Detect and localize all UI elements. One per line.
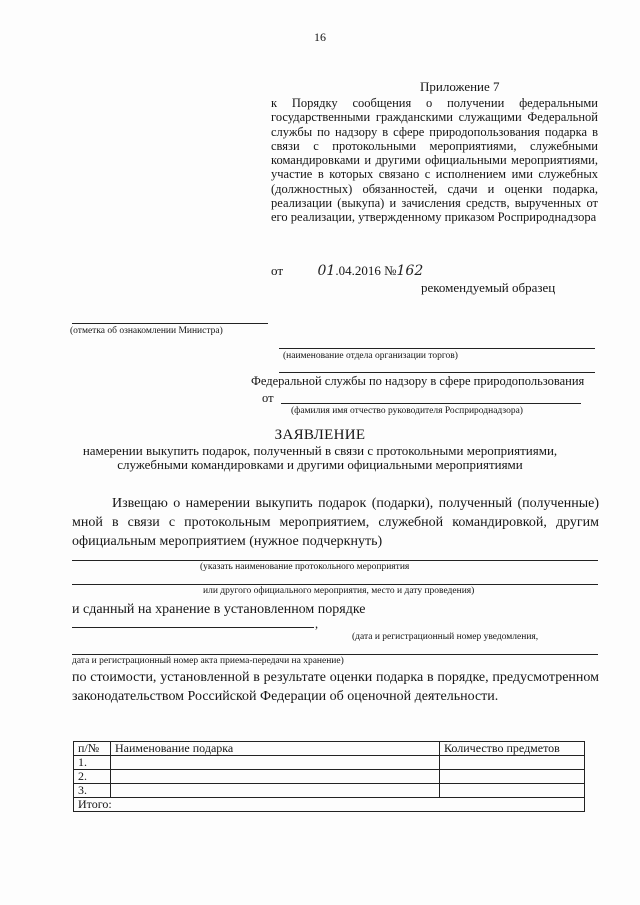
dept-name-line: [279, 348, 595, 349]
notice-line: [72, 627, 314, 628]
notice-caption: (дата и регистрационный номер уведомления,: [352, 632, 539, 642]
act-line: [72, 654, 598, 655]
head-name-line: [281, 403, 581, 404]
event-line-1: [72, 560, 598, 561]
statement-title: ЗАЯВЛЕНИЕ: [274, 427, 366, 443]
order-date-line: [271, 263, 423, 279]
table-row: [74, 784, 585, 798]
event-line-2: [72, 584, 598, 585]
page-number: 16: [314, 30, 326, 44]
row-gift-name[interactable]: [111, 784, 440, 798]
row-num: 2.: [74, 770, 111, 784]
row-quantity[interactable]: [440, 756, 585, 770]
appendix-body-last: приказом Росприроднадзора: [444, 210, 597, 225]
head-from-label: от: [262, 391, 274, 405]
header-num: п/№: [74, 742, 111, 756]
table-header-row: [74, 742, 585, 756]
minister-note-line: [72, 323, 268, 324]
stored-text: и сданный на хранение в установленном порядке: [72, 602, 366, 617]
table-row: [74, 770, 585, 784]
statement-paragraph-2: по стоимости, установленной в результате оценки подарка в порядке, предусмотренном законодательством Российской Федерации об оценочной деятельности.: [72, 670, 599, 704]
row-gift-name[interactable]: [111, 770, 440, 784]
sample-label: рекомендуемый образец: [421, 280, 556, 295]
row-num: 3.: [74, 784, 111, 798]
gifts-table: [73, 741, 585, 812]
event-caption-2: или другого официального мероприятия, место и дату проведения): [203, 586, 475, 596]
event-caption: (указать наименование протокольного мероприятия: [200, 562, 410, 572]
row-quantity[interactable]: [440, 770, 585, 784]
total-label: Итого:: [74, 798, 585, 812]
appendix-body: [271, 96, 598, 225]
table-total-row: [74, 798, 585, 812]
order-date-handwritten: 01: [317, 263, 336, 279]
act-caption: дата и регистрационный номер акта приема-передачи на хранение): [72, 656, 344, 666]
header-quantity: Количество предметов: [440, 742, 585, 756]
appendix-body-text: к Порядку сообщения о получении федеральными государственными гражданскими служащими Федеральной службы по надзору в сфере природопользования подарка в связи с протокольными мероприятиями, служебными командировками и другими официальными мероприятиями, участие в которых связано с исполнением ими служебных (должностных) обязанностей, сдачи и оценки подарка, реализации (выкупа) и зачисления средств, вырученных от его реализации, утвержденному: [271, 96, 598, 225]
statement-paragraph: Извещаю о намерении выкупить подарок (подарки), полученный (полученные) мной в связи с протокольным мероприятием, служебной командировкой, другим официальным мероприятием (нужное подчеркнуть): [72, 496, 599, 549]
statement-subtitle: намерении выкупить подарок, полученный в связи с протокольными мероприятиями, служебными командировками и другими официальными мероприятиями: [82, 443, 558, 472]
minister-note-caption: (отметка об ознакомлении Министра): [70, 326, 223, 336]
head-name-caption: (фамилия имя отчество руководителя Росприроднадзора): [291, 406, 523, 416]
order-date-printed: .04.2016 №: [335, 263, 397, 278]
service-line: [279, 372, 595, 373]
notice-comma: ,: [315, 617, 319, 631]
row-quantity[interactable]: [440, 784, 585, 798]
service-name: Федеральной службы по надзору в сфере природопользования: [251, 374, 585, 388]
appendix-title: Приложение 7: [420, 79, 500, 94]
order-from-label: от: [271, 263, 284, 278]
row-num: 1.: [74, 756, 111, 770]
row-gift-name[interactable]: [111, 756, 440, 770]
table-row: [74, 756, 585, 770]
order-number-handwritten: 162: [396, 263, 424, 279]
header-gift-name: Наименование подарка: [111, 742, 440, 756]
dept-name-caption: (наименование отдела организации торгов): [283, 351, 458, 361]
